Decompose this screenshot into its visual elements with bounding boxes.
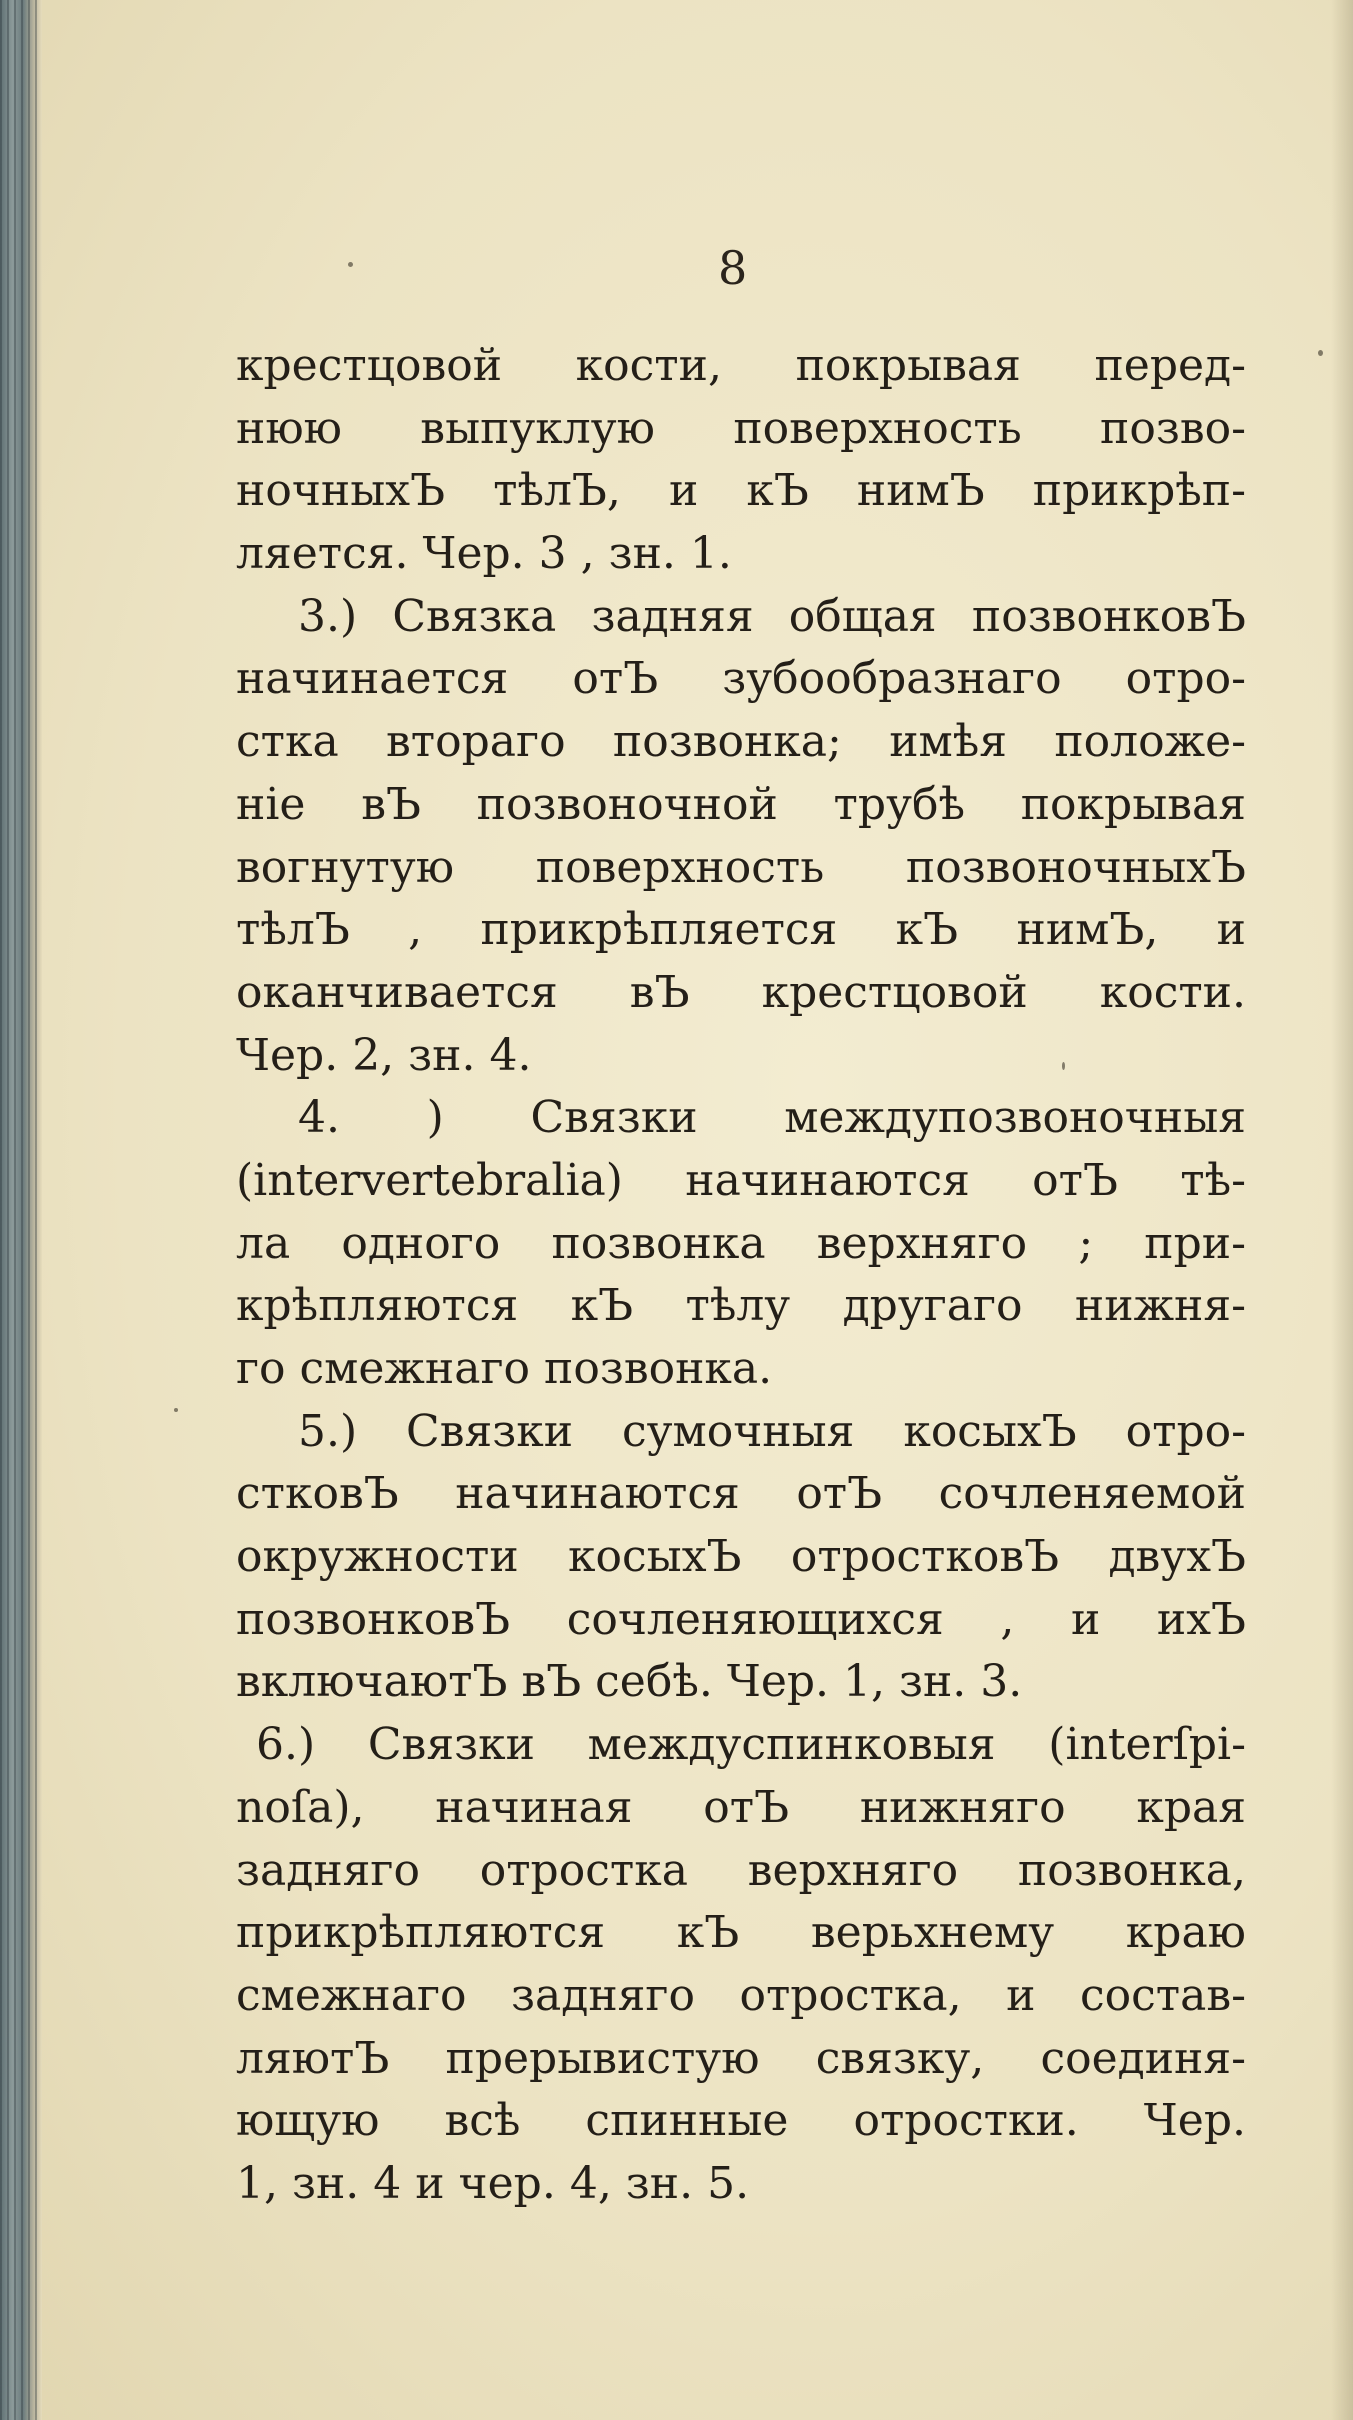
text-line: 3.) Связка задняя общая позвонковЪ: [298, 590, 1246, 642]
text-line: позвонковЪ сочленяющихся , и ихЪ: [236, 1593, 1246, 1645]
page-number: 8: [718, 241, 748, 295]
text-line: нюю выпуклую поверхность позво-: [236, 402, 1246, 454]
body-text: [236, 335, 1246, 2216]
text-line: крестцовой кости, покрывая перед-: [236, 340, 1246, 391]
text-line: Чер. 2, зн. 4.: [236, 1029, 532, 1081]
text-line: ляютЪ прерывистую связку, соединя-: [236, 2032, 1246, 2084]
text-line: стка втораго позвонка; имѣя положе-: [236, 716, 1246, 768]
text-line: noſa), начиная отЪ нижняго края: [236, 1781, 1246, 1833]
text-line: ла одного позвонка верхняго ; при-: [236, 1217, 1246, 1269]
ink-speck: [1318, 350, 1323, 356]
text-line: ющую всѣ спинные отростки. Чер.: [236, 2095, 1246, 2147]
text-line: задняго отростка верхняго позвонка,: [236, 1844, 1246, 1896]
text-line: начинается отЪ зубообразнаго отро-: [236, 653, 1246, 705]
text-line: вогнутую поверхность позвоночныхЪ: [236, 841, 1246, 893]
text-line: ночныхЪ тѣлЪ, и кЪ нимЪ прикрѣп-: [236, 465, 1246, 517]
text-line: тѣлЪ , прикрѣпляется кЪ нимЪ, и: [236, 904, 1246, 956]
text-line: 5.) Связки сумочныя косыхЪ отро-: [298, 1405, 1246, 1457]
text-line: нiе вЪ позвоночной трубѣ покрывая: [236, 778, 1246, 830]
ink-speck: [348, 262, 353, 267]
text-line: стковЪ начинаются отЪ сочленяемой: [236, 1468, 1246, 1520]
text-line: смежнаго задняго отростка, и состав-: [236, 1969, 1246, 2021]
book-spine-edge: [0, 0, 42, 2420]
text-line: (intervertebralia) начинаются отЪ тѣ-: [236, 1154, 1246, 1206]
text-line: 1, зн. 4 и чер. 4, зн. 5.: [236, 2157, 750, 2209]
text-line: го смежнаго позвонка.: [236, 1343, 773, 1394]
text-line: ляется. Чер. 3 , зн. 1.: [236, 528, 732, 580]
text-line: окружности косыхЪ отростковЪ двухЪ: [236, 1531, 1246, 1583]
text-line: прикрѣпляются кЪ верьхнему краю: [236, 1907, 1246, 1959]
text-line: крѣпляются кЪ тѣлу другаго нижня-: [236, 1280, 1246, 1332]
text-line: оканчивается вЪ крестцовой кости.: [236, 966, 1246, 1018]
text-line: 4. ) Связки междупозвоночныя: [298, 1092, 1246, 1144]
ink-speck: [174, 1408, 178, 1412]
text-line: 6.) Связки междуспинковыя (interſpi-: [256, 1719, 1246, 1771]
page-right-edge: [1331, 0, 1353, 2420]
text-line: включаютЪ вЪ себѣ. Чер. 1, зн. 3.: [236, 1656, 1023, 1708]
